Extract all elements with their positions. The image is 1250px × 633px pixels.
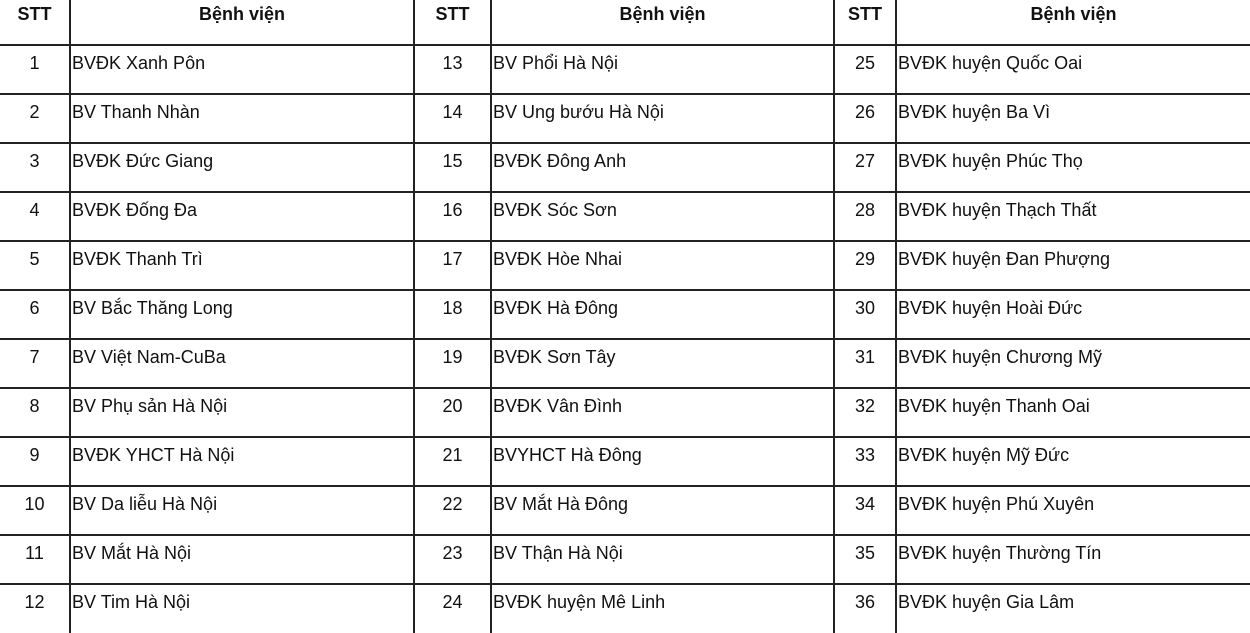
stt-cell: 11 [0, 535, 70, 584]
hospital-name-cell: BVĐK huyện Mỹ Đức [896, 437, 1250, 486]
hospital-name-cell: BVĐK huyện Đan Phượng [896, 241, 1250, 290]
table-header [0, 0, 1250, 45]
header-hospital: Bệnh viện [70, 0, 414, 45]
stt-cell: 33 [834, 437, 896, 486]
header-hospital: Bệnh viện [896, 0, 1250, 45]
header-hospital: Bệnh viện [491, 0, 834, 45]
hospital-name-cell: BVĐK huyện Thạch Thất [896, 192, 1250, 241]
stt-cell: 15 [414, 143, 491, 192]
stt-cell: 10 [0, 486, 70, 535]
hospital-name-cell: BV Ung bướu Hà Nội [491, 94, 834, 143]
hospital-name-cell: BV Bắc Thăng Long [70, 290, 414, 339]
stt-cell: 20 [414, 388, 491, 437]
header-stt: STT [0, 0, 70, 45]
table-row [0, 241, 1250, 290]
hospital-name-cell: BVĐK huyện Gia Lâm [898, 592, 1075, 612]
stt-cell: 8 [0, 388, 70, 437]
hospital-name-cell: BVĐK huyện Ba Vì [896, 94, 1250, 143]
table-row [0, 437, 1250, 486]
hospital-name-cell: BVĐK huyện Mê Linh [491, 584, 834, 633]
header-stt: STT [414, 0, 491, 45]
hospital-name-cell: BVĐK huyện Quốc Oai [896, 45, 1250, 94]
stt-cell: 22 [414, 486, 491, 535]
stt-cell: 14 [414, 94, 491, 143]
stt-cell: 31 [834, 339, 896, 388]
stt-cell: 19 [414, 339, 491, 388]
hospital-name-cell: BVĐK Đức Giang [70, 143, 414, 192]
table-row [0, 339, 1250, 388]
hospital-name-cell: BV Việt Nam-CuBa [70, 339, 414, 388]
stt-cell: 35 [834, 535, 896, 584]
hospital-name-cell: BVĐK Sơn Tây [491, 339, 834, 388]
header-row [0, 0, 1250, 45]
hospital-name-cell: BVĐK huyện Thanh Oai [896, 388, 1250, 437]
hospital-name-cell: BV Phụ sản Hà Nội [70, 388, 414, 437]
stt-cell: 5 [0, 241, 70, 290]
stt-cell: 26 [834, 94, 896, 143]
hospital-name-cell: BVĐK huyện Phúc Thọ [896, 143, 1250, 192]
hospital-name-cell: BVĐK Đống Đa [70, 192, 414, 241]
stt-cell: 27 [834, 143, 896, 192]
stt-cell: 13 [414, 45, 491, 94]
stt-cell: 21 [414, 437, 491, 486]
hospital-name-cell: BV Da liễu Hà Nội [70, 486, 414, 535]
stt-cell: 23 [414, 535, 491, 584]
table-body [0, 45, 1250, 633]
table-row [0, 94, 1250, 143]
hospital-name-cell: BVYHCT Hà Đông [491, 437, 834, 486]
stt-cell: 24 [414, 584, 491, 633]
stt-cell: 3 [0, 143, 70, 192]
table-row [0, 290, 1250, 339]
hospital-name-cell: BVĐK huyện Thường Tín [896, 535, 1250, 584]
hospital-name-cell: BVĐK Hòe Nhai [491, 241, 834, 290]
table-row [0, 143, 1250, 192]
hospital-name-cell: BV Mắt Hà Nội [70, 535, 414, 584]
table-row [0, 535, 1250, 584]
hospital-name-cell: BVĐK huyện Phú Xuyên [896, 486, 1250, 535]
stt-cell: 32 [834, 388, 896, 437]
hospital-name-cell: BVĐK Đông Anh [491, 143, 834, 192]
hospital-name-cell: BVĐK Xanh Pôn [70, 45, 414, 94]
stt-cell: 16 [414, 192, 491, 241]
table-row [0, 486, 1250, 535]
hospital-name-cell: BV Thanh Nhàn [70, 94, 414, 143]
hospital-name-cell: BVĐK Thanh Trì [70, 241, 414, 290]
header-stt: STT [834, 0, 896, 45]
hospital-name-cell: BVĐK Vân Đình [491, 388, 834, 437]
stt-cell: 12 [0, 584, 70, 633]
stt-cell: 29 [834, 241, 896, 290]
hospital-name-cell: BV Mắt Hà Đông [491, 486, 834, 535]
hospital-name-cell: BVĐK Hà Đông [491, 290, 834, 339]
stt-cell: 25 [834, 45, 896, 94]
stt-cell: 17 [414, 241, 491, 290]
hospital-name-cell: BVĐK Sóc Sơn [491, 192, 834, 241]
table-row [0, 192, 1250, 241]
stt-cell: 36 [834, 584, 896, 633]
stt-cell: 30 [834, 290, 896, 339]
hospital-name-cell: BVĐK huyện Hoài Đức [896, 290, 1250, 339]
hospital-name-cell: BV Thận Hà Nội [491, 535, 834, 584]
stt-cell: 34 [834, 486, 896, 535]
stt-cell: 28 [834, 192, 896, 241]
hospital-name-cell: BVĐK YHCT Hà Nội [70, 437, 414, 486]
hospital-name-cell: BVĐK huyện Chương Mỹ [896, 339, 1250, 388]
stt-cell: 1 [0, 45, 70, 94]
hospital-name-cell: BV Phổi Hà Nội [491, 45, 834, 94]
stt-cell: 6 [0, 290, 70, 339]
stt-cell: 4 [0, 192, 70, 241]
stt-cell: 2 [0, 94, 70, 143]
stt-cell: 9 [0, 437, 70, 486]
hospital-name-cell: BV Tim Hà Nội [70, 584, 414, 633]
table-row [0, 45, 1250, 94]
stt-cell: 18 [414, 290, 491, 339]
table-row [0, 388, 1250, 437]
stt-cell: 7 [0, 339, 70, 388]
